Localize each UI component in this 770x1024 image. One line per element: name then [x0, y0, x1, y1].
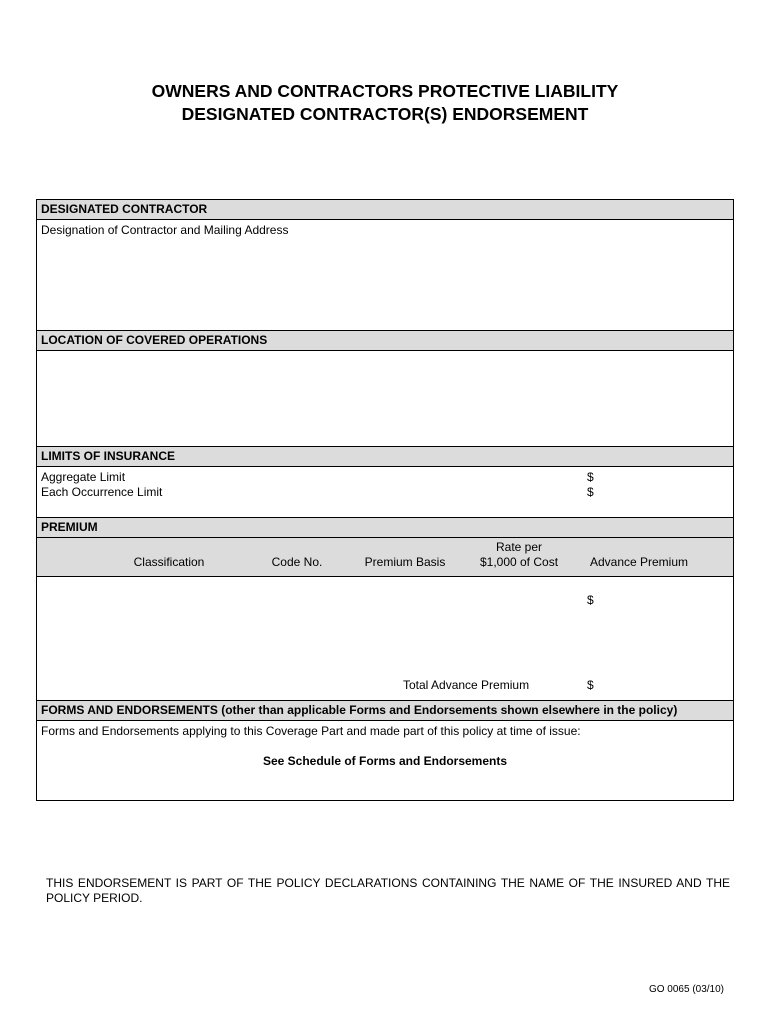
advance-premium-currency: $ — [587, 593, 594, 607]
endorsement-form — [36, 199, 734, 801]
forms-label: Forms and Endorsements applying to this Coverage Part and made part of this policy at time of issue: — [41, 724, 581, 738]
premium-column-header — [37, 538, 733, 577]
col-code-no: Code No. — [271, 555, 323, 569]
col-classification: Classification — [133, 555, 205, 569]
limits-heading: LIMITS OF INSURANCE — [37, 446, 733, 467]
form-code: GO 0065 (03/10) — [648, 984, 724, 995]
total-advance-premium-currency: $ — [587, 678, 594, 692]
col-advance-premium: Advance Premium — [589, 555, 689, 569]
occurrence-limit-currency: $ — [587, 485, 594, 499]
forms-schedule-reference: See Schedule of Forms and Endorsements — [262, 754, 508, 768]
title-line-1: OWNERS AND CONTRACTORS PROTECTIVE LIABILITY — [151, 81, 619, 101]
col-rate-line-1: Rate per — [495, 540, 543, 554]
endorsement-footer-note: THIS ENDORSEMENT IS PART OF THE POLICY DECLARATIONS CONTAINING THE NAME OF THE INSURED AND THE POLICY PERIOD. — [46, 876, 730, 905]
location-heading: LOCATION OF COVERED OPERATIONS — [37, 330, 733, 351]
aggregate-limit-currency: $ — [587, 470, 594, 484]
each-occurrence-limit-label: Each Occurrence Limit — [41, 485, 163, 499]
forms-heading: FORMS AND ENDORSEMENTS (other than applicable Forms and Endorsements shown elsewhere in the policy) — [37, 700, 733, 721]
title-line-2: DESIGNATED CONTRACTOR(S) ENDORSEMENT — [181, 104, 589, 124]
aggregate-limit-label: Aggregate Limit — [41, 470, 126, 484]
designated-contractor-heading: DESIGNATED CONTRACTOR — [37, 200, 733, 220]
col-premium-basis: Premium Basis — [364, 555, 446, 569]
premium-heading: PREMIUM — [37, 517, 733, 538]
col-rate-line-2: $1,000 of Cost — [479, 555, 559, 569]
designated-contractor-label: Designation of Contractor and Mailing Address — [41, 223, 289, 237]
total-advance-premium-label: Total Advance Premium — [403, 678, 530, 692]
document-title — [0, 80, 770, 126]
